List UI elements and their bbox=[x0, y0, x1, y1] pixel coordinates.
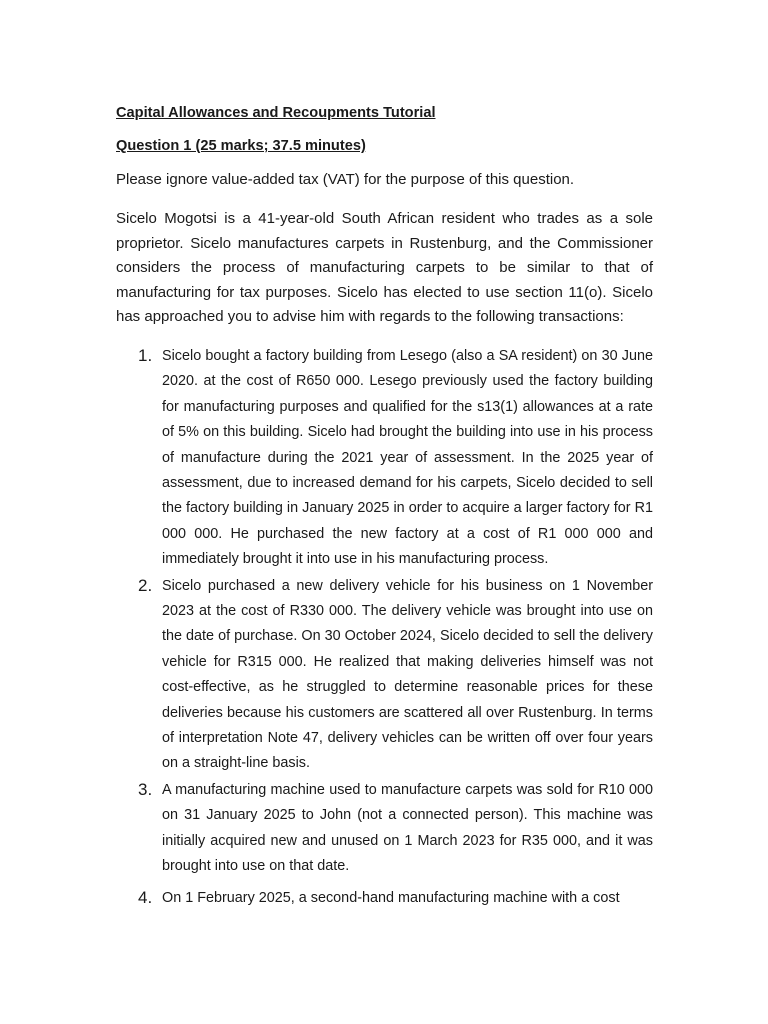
document-title: Capital Allowances and Recoupments Tutorial bbox=[116, 105, 436, 121]
item-number: 3. bbox=[138, 779, 153, 799]
item-text: On 1 February 2025, a second-hand manufacturing machine with a cost bbox=[162, 889, 620, 906]
question-heading: Question 1 (25 marks; 37.5 minutes) bbox=[116, 138, 366, 154]
list-item bbox=[116, 778, 653, 880]
item-text: Sicelo purchased a new delivery vehicle for his business on 1 November 2023 at the cost of R330 000. The delivery vehicle was brought into use on the date of purchase. On 30 October 2024, Sicelo decided to sell the delivery vehicle for R315 000. He realized that making deliveries himself was not cost-effective, as he struggled to determine reasonable prices for these deliveries because his customers are scattered all over Rustenburg. In terms of interpretation Note 47, delivery vehicles can be written off over four years on a straight-line basis. bbox=[162, 577, 653, 772]
item-number: 4. bbox=[138, 887, 153, 907]
list-item bbox=[116, 574, 653, 777]
item-number: 1. bbox=[138, 345, 153, 365]
list-item bbox=[116, 344, 653, 573]
intro-paragraph: Sicelo Mogotsi is a 41-year-old South African resident who trades as a sole proprietor. Sicelo manufactures carpets in Rustenburg, and the Commissioner considers the process of manufacturing carpets to be similar to that of manufacturing for tax purposes. Sicelo has elected to use section 11(o). Sicelo has approached you to advise him with regards to the following transactions: bbox=[116, 210, 653, 326]
item-number: 2. bbox=[138, 575, 153, 595]
list-item bbox=[116, 886, 653, 911]
document-page bbox=[116, 104, 653, 912]
transaction-list bbox=[116, 344, 653, 911]
item-text: Sicelo bought a factory building from Lesego (also a SA resident) on 30 June 2020. at the cost of R650 000. Lesego previously used the factory building for manufacturing purposes and qualified for the s13(1) allowances at a rate of 5% on this building. Sicelo had brought the building into use in his process of manufacture during the 2021 year of assessment. In the 2025 year of assessment, due to increased demand for his carpets, Sicelo decided to sell the factory building in January 2025 in order to acquire a larger factory for R1 000 000. He purchased the new factory at a cost of R1 000 000 and immediately brought it into use in his manufacturing process. bbox=[162, 347, 653, 568]
item-text: A manufacturing machine used to manufacture carpets was sold for R10 000 on 31 January 2025 to John (not a connected person). This machine was initially acquired new and unused on 1 March 2023 for R35 000, and it was brought into use on that date. bbox=[162, 781, 653, 875]
vat-note: Please ignore value-added tax (VAT) for the purpose of this question. bbox=[116, 171, 575, 188]
